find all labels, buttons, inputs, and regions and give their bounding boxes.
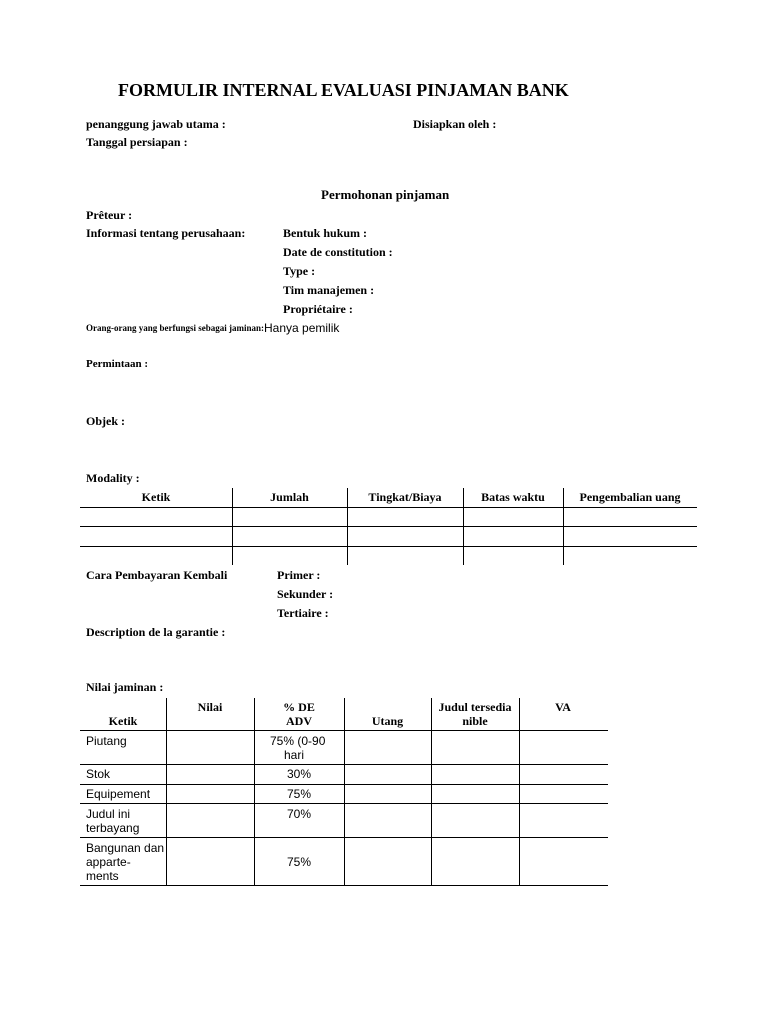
- collateral-row-stock-pct: 30%: [286, 767, 312, 781]
- collateral-header-value: Nilai: [197, 700, 223, 714]
- collateral-row-intangible-type: Judul ini: [86, 807, 131, 821]
- collateral-row-buildings-pct: 75%: [286, 855, 312, 869]
- collateral-row-intangible-pct: 70%: [286, 807, 312, 821]
- modality-col-divider: [563, 488, 564, 565]
- modality-row-divider: [80, 507, 697, 508]
- type-label: Type :: [283, 264, 316, 278]
- management-team-label: Tim manajemen :: [283, 283, 375, 297]
- guarantee-description-label: Description de la garantie :: [86, 625, 226, 639]
- lender-label: Prêteur :: [86, 208, 133, 222]
- modality-header-amount: Jumlah: [270, 490, 309, 504]
- collateral-col-divider: [166, 698, 167, 886]
- modality-col-divider: [232, 488, 233, 565]
- collateral-header-debt: Utang: [371, 714, 404, 728]
- modality-row-divider: [80, 526, 697, 527]
- collateral-row-equipment-type: Equipement: [86, 787, 151, 801]
- modality-row-divider: [80, 546, 697, 547]
- repayment-secondary-label: Sekunder :: [277, 587, 334, 601]
- modality-col-divider: [347, 488, 348, 565]
- prepared-by-label: Disiapkan oleh :: [413, 117, 497, 131]
- collateral-row-receivables-type: Piutang: [86, 734, 127, 748]
- prep-date-label: Tanggal persiapan :: [86, 135, 188, 149]
- collateral-row-stock-type: Stok: [86, 767, 111, 781]
- request-label: Permintaan :: [86, 358, 149, 370]
- collateral-row-equipment-pct: 75%: [286, 787, 312, 801]
- collateral-col-divider: [344, 698, 345, 886]
- collateral-row-buildings-type-line3: ments: [86, 869, 119, 883]
- modality-header-repayment: Pengembalian uang: [579, 490, 681, 504]
- owner-label: Propriétaire :: [283, 302, 353, 316]
- guarantors-label: Orang-orang yang berfungsi sebagai jaminan:: [86, 323, 265, 333]
- collateral-label: Nilai jaminan :: [86, 680, 164, 694]
- company-info-label: Informasi tentang perusahaan:: [86, 226, 246, 240]
- collateral-header-available-line1: Judul tersedia: [438, 700, 512, 714]
- modality-col-divider: [463, 488, 464, 565]
- collateral-header-pct-line1: % DE: [283, 700, 315, 714]
- collateral-header-va: VA: [555, 700, 571, 714]
- collateral-header-pct-line2: ADV: [286, 714, 312, 728]
- repayment-label: Cara Pembayaran Kembali: [86, 568, 228, 582]
- collateral-col-divider: [519, 698, 520, 886]
- collateral-row-buildings-type-line2: apparte-: [86, 855, 131, 869]
- object-label: Objek :: [86, 414, 125, 428]
- legal-form-label: Bentuk hukum :: [283, 226, 368, 240]
- repayment-tertiary-label: Tertiaire :: [277, 606, 329, 620]
- collateral-row-buildings-type: Bangunan dan: [86, 841, 165, 855]
- guarantors-value: Hanya pemilik: [264, 321, 340, 335]
- repayment-primary-label: Primer :: [277, 568, 321, 582]
- modality-header-type: Ketik: [141, 490, 171, 504]
- form-title: FORMULIR INTERNAL EVALUASI PINJAMAN BANK: [118, 80, 569, 100]
- section-title: Permohonan pinjaman: [321, 187, 450, 202]
- collateral-header-type: Ketik: [108, 714, 138, 728]
- responsible-label: penanggung jawab utama :: [86, 117, 226, 131]
- collateral-col-divider: [431, 698, 432, 886]
- collateral-row-receivables-pct: 75% (0-90: [270, 734, 326, 748]
- modality-label: Modality :: [86, 471, 140, 485]
- modality-header-term: Batas waktu: [481, 490, 545, 504]
- collateral-row-receivables-pct-line2: hari: [284, 748, 305, 762]
- constitution-date-label: Date de constitution :: [283, 245, 393, 259]
- collateral-row-intangible-type-line2: terbayang: [86, 821, 140, 835]
- collateral-header-available-line2: nible: [462, 714, 488, 728]
- modality-header-rate: Tingkat/Biaya: [368, 490, 442, 504]
